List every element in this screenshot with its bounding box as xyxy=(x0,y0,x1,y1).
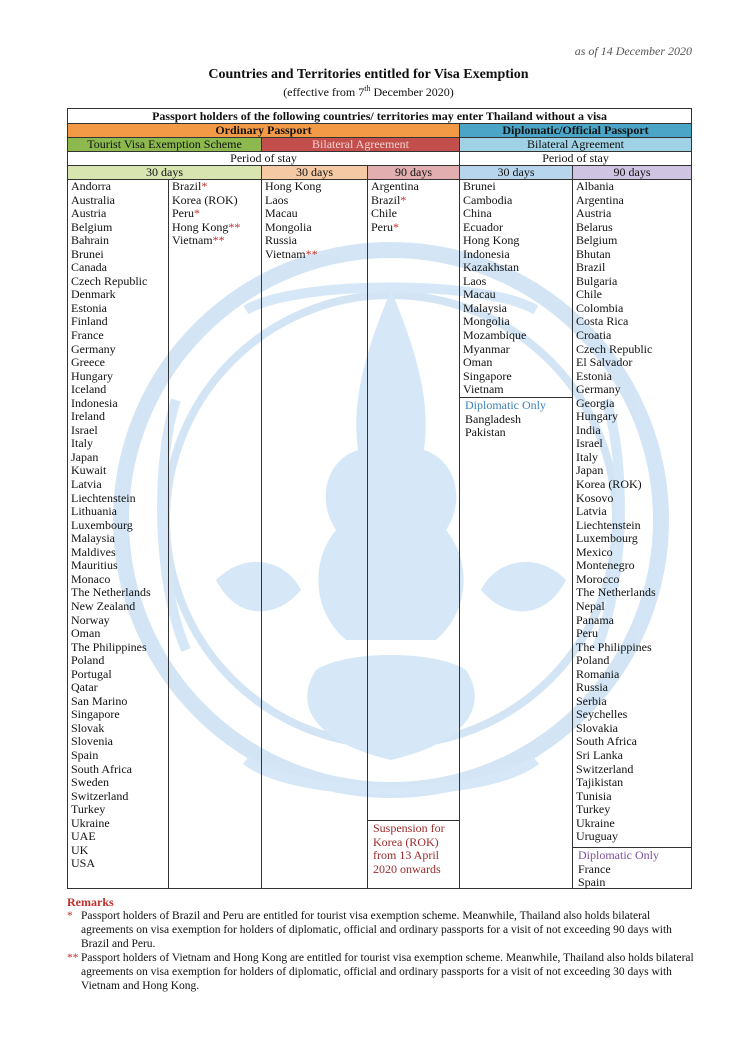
country-entry: Morocco xyxy=(576,571,620,586)
country-entry: Qatar xyxy=(71,680,98,695)
country-entry: Hungary xyxy=(71,368,113,383)
country-entry: The Netherlands xyxy=(71,585,151,600)
country-entry: Mozambique xyxy=(463,328,527,343)
country-entry: Laos xyxy=(463,273,487,288)
country-entry: Bangladesh xyxy=(465,411,521,426)
country-entry xyxy=(265,221,364,235)
country-entry: Belgium xyxy=(71,219,113,234)
country-entry xyxy=(371,180,456,194)
country-entry: Poland xyxy=(576,653,610,668)
country-entry: Estonia xyxy=(576,368,612,383)
country-name: Korea (ROK) xyxy=(172,192,238,207)
country-entry: Liechtenstein xyxy=(576,517,641,532)
ordinary-passport-header: Ordinary Passport xyxy=(68,124,460,138)
country-entry: Italy xyxy=(576,449,598,464)
country-entry: Uruguay xyxy=(576,829,618,844)
country-entry: Macau xyxy=(463,287,496,302)
dip-30-diplomatic-only xyxy=(460,397,572,440)
country-entry: Turkey xyxy=(71,802,106,817)
country-entry: Ireland xyxy=(71,409,105,424)
dip-90-diplomatic-only xyxy=(573,847,691,890)
country-entry: Greece xyxy=(71,355,105,370)
remarks-section xyxy=(67,895,697,993)
country-name: Vietnam xyxy=(172,233,213,248)
country-entry: Slovenia xyxy=(71,734,113,749)
country-entry: Israel xyxy=(71,422,98,437)
country-entry: Russia xyxy=(576,680,609,695)
country-entry: Germany xyxy=(71,341,116,356)
remarks-heading: Remarks xyxy=(67,895,114,909)
country-entry xyxy=(172,221,258,235)
country-entry: Brunei xyxy=(71,246,104,261)
remark-1-text: Passport holders of Brazil and Peru are entitled for tourist visa exemption scheme. Meanwhile, Thailand also holds bilateral agreements on visa exemption for holders of diplomatic, official and ordinary passports for a visit of not exceeding 90 days with Brazil and Peru. xyxy=(81,910,672,950)
country-entry: 2020 onwards xyxy=(373,861,441,876)
asterisk-mark: * xyxy=(400,192,407,207)
asterisk-mark: * xyxy=(201,179,208,193)
tourist-30-list-a xyxy=(68,180,169,889)
country-entry: Sri Lanka xyxy=(576,747,623,762)
country-entry: Belarus xyxy=(576,219,613,234)
country-entry: Kosovo xyxy=(576,490,614,505)
country-entry: Seychelles xyxy=(576,707,628,722)
country-entry: Vietnam xyxy=(463,382,504,397)
country-entry xyxy=(265,207,364,221)
dip-90-cell xyxy=(573,180,692,889)
country-entry: Hungary xyxy=(576,409,618,424)
country-entry: France xyxy=(578,861,611,876)
country-entry: Ukraine xyxy=(71,815,110,830)
country-entry: Colombia xyxy=(576,300,624,315)
country-entry: Kuwait xyxy=(71,463,107,478)
bilateral-90-days: 90 days xyxy=(368,166,460,180)
korea-suspension-note xyxy=(368,820,459,876)
country-entry xyxy=(265,248,364,262)
asterisk-mark: ** xyxy=(212,233,225,248)
asterisk-mark: ** xyxy=(228,219,241,234)
country-entry: Panama xyxy=(576,612,614,627)
country-entry: Sweden xyxy=(71,775,109,790)
country-entry: Ecuador xyxy=(463,219,503,234)
page-title: Countries and Territories entitled for Visa Exemption xyxy=(208,67,529,82)
country-entry: The Philippines xyxy=(576,639,652,654)
country-entry: Mongolia xyxy=(463,314,510,329)
bilateral-agreement-header: Bilateral Agreement xyxy=(262,138,460,152)
country-name: Peru xyxy=(172,206,194,221)
country-entry: India xyxy=(576,422,601,437)
country-entry: Suspension for xyxy=(373,821,445,835)
country-entry: Romania xyxy=(576,666,620,681)
country-entry xyxy=(172,180,258,194)
country-entry xyxy=(172,207,258,221)
country-entry: Tajikistan xyxy=(576,775,624,790)
country-entry: USA xyxy=(71,856,96,871)
dip-90-list xyxy=(576,180,688,844)
country-entry: South Africa xyxy=(71,761,132,776)
diplomatic-passport-header: Diplomatic/Official Passport xyxy=(460,124,692,138)
table-intro: Passport holders of the following countries/ territories may enter Thailand without a visa xyxy=(68,109,692,124)
country-entry: Austria xyxy=(71,206,107,221)
visa-exemption-table xyxy=(67,108,692,889)
country-entry: Poland xyxy=(71,653,105,668)
remark-2-mark: ** xyxy=(67,952,79,964)
country-entry: Japan xyxy=(71,449,99,464)
country-entry xyxy=(371,194,456,208)
country-entry: Malaysia xyxy=(71,531,115,546)
country-name: Laos xyxy=(265,192,289,207)
country-entry: Israel xyxy=(576,436,603,451)
bilateral-90-cell xyxy=(368,180,460,889)
remark-1 xyxy=(67,909,697,951)
country-entry: Belgium xyxy=(576,233,618,248)
country-entry: Spain xyxy=(578,875,606,890)
country-entry xyxy=(172,194,258,208)
country-entry: UK xyxy=(71,842,89,857)
country-entry: Luxembourg xyxy=(71,517,133,532)
country-name: Hong Kong xyxy=(172,219,229,234)
dip-90-days: 90 days xyxy=(573,166,692,180)
country-entry xyxy=(265,180,364,194)
dip-90-diplomatic-list xyxy=(578,863,687,890)
country-entry: UAE xyxy=(71,829,96,844)
country-entry: Denmark xyxy=(71,287,116,302)
country-name: Chile xyxy=(371,206,397,221)
country-entry: Hong Kong xyxy=(463,233,520,248)
date-note: as of 14 December 2020 xyxy=(574,44,692,58)
remark-2 xyxy=(67,951,697,993)
country-entry: Korea (ROK) xyxy=(373,834,439,849)
country-entry: Mexico xyxy=(576,544,613,559)
remark-1-mark: * xyxy=(67,910,73,922)
country-entry: New Zealand xyxy=(71,598,136,613)
country-entry: Kazakhstan xyxy=(463,260,519,275)
country-entry: Bahrain xyxy=(71,233,109,248)
tourist-scheme-header: Tourist Visa Exemption Scheme xyxy=(68,138,262,152)
period-of-stay-header: Period of stay xyxy=(68,152,460,166)
country-entry: Oman xyxy=(71,626,101,641)
bilateral-30-days: 30 days xyxy=(262,166,368,180)
country-entry: Japan xyxy=(576,463,604,478)
country-entry: Finland xyxy=(71,314,108,329)
country-entry: Malaysia xyxy=(463,300,507,315)
country-entry: France xyxy=(71,328,104,343)
country-name: Argentina xyxy=(371,179,419,193)
country-entry: Czech Republic xyxy=(71,273,148,288)
country-name: Macau xyxy=(265,206,298,221)
country-name: Russia xyxy=(265,233,298,248)
country-entry: Montenegro xyxy=(576,558,635,573)
asterisk-mark: ** xyxy=(305,246,318,261)
country-entry: The Netherlands xyxy=(576,585,656,600)
country-entry: Canada xyxy=(71,260,107,275)
country-entry: Austria xyxy=(576,206,612,221)
country-entry: Argentina xyxy=(576,192,624,207)
country-entry: Andorra xyxy=(71,179,111,193)
country-entry: Portugal xyxy=(71,666,112,681)
country-entry xyxy=(371,221,456,235)
dip-30-list xyxy=(463,180,569,397)
country-entry: Mauritius xyxy=(71,558,118,573)
country-entry: Singapore xyxy=(463,368,512,383)
country-entry: Brunei xyxy=(463,179,496,193)
dip-30-days: 30 days xyxy=(460,166,573,180)
period-of-stay-dip-header: Period of stay xyxy=(460,152,692,166)
country-entry: Serbia xyxy=(576,693,607,708)
country-entry: Myanmar xyxy=(463,341,510,356)
bilateral-agreement-dip-header: Bilateral Agreement xyxy=(460,138,692,152)
country-entry: Estonia xyxy=(71,300,107,315)
country-entry: Liechtenstein xyxy=(71,490,136,505)
diplomatic-only-label-90: Diplomatic Only xyxy=(578,848,659,862)
country-entry: Spain xyxy=(71,747,99,762)
country-entry: Cambodia xyxy=(463,192,513,207)
country-name: Vietnam xyxy=(265,246,306,261)
country-entry: Maldives xyxy=(71,544,116,559)
country-entry: Switzerland xyxy=(576,761,634,776)
country-entry xyxy=(172,234,258,248)
country-entry: Croatia xyxy=(576,328,612,343)
country-entry: Luxembourg xyxy=(576,531,638,546)
country-entry: El Salvador xyxy=(576,355,633,370)
country-entry: Tunisia xyxy=(576,788,612,803)
country-entry: Korea (ROK) xyxy=(576,477,642,492)
country-entry: Czech Republic xyxy=(576,341,653,356)
dip-30-cell xyxy=(460,180,573,889)
country-entry xyxy=(265,194,364,208)
country-name: Hong Kong xyxy=(265,179,322,193)
country-entry: Latvia xyxy=(576,504,607,519)
asterisk-mark: * xyxy=(393,219,399,234)
bilateral-90-list xyxy=(371,180,456,234)
country-name: Peru xyxy=(371,219,393,234)
country-name: Mongolia xyxy=(265,219,312,234)
remark-2-text: Passport holders of Vietnam and Hong Kong are entitled for tourist visa exemption scheme. Meanwhile, Thailand also holds bilateral agreements on visa exemption for holders of diplomatic, official and ordinary passports for a visit of not exceeding 30 days with Vietnam and Hong Kong. xyxy=(81,952,694,992)
country-entry: The Philippines xyxy=(71,639,147,654)
country-entry xyxy=(265,234,364,248)
tourist-30-list-b xyxy=(169,180,262,889)
country-entry: Norway xyxy=(71,612,110,627)
country-entry: China xyxy=(463,206,492,221)
country-entry: Italy xyxy=(71,436,93,451)
country-entry: Ukraine xyxy=(576,815,615,830)
tourist-30-days: 30 days xyxy=(68,166,262,180)
country-entry: Switzerland xyxy=(71,788,129,803)
country-entry: Pakistan xyxy=(465,425,506,440)
country-entry: Bhutan xyxy=(576,246,611,261)
country-entry: Latvia xyxy=(71,477,102,492)
page-subtitle: (effective from 7th December 2020) xyxy=(283,84,454,99)
bilateral-30-list xyxy=(262,180,368,889)
asterisk-mark: * xyxy=(194,206,200,221)
country-entry: Nepal xyxy=(576,598,605,613)
country-entry: Peru xyxy=(576,626,598,641)
country-entry: Monaco xyxy=(71,571,111,586)
country-entry: Brazil xyxy=(576,260,606,275)
country-entry: Iceland xyxy=(71,382,107,397)
country-entry: Costa Rica xyxy=(576,314,629,329)
country-entry: Oman xyxy=(463,355,493,370)
diplomatic-only-label: Diplomatic Only xyxy=(465,398,546,412)
country-name: Brazil xyxy=(371,192,401,207)
country-entry: Singapore xyxy=(71,707,120,722)
country-entry: Lithuania xyxy=(71,504,117,519)
country-entry: Georgia xyxy=(576,395,615,410)
country-entry: Slovak xyxy=(71,720,105,735)
country-entry: San Marino xyxy=(71,693,128,708)
country-entry xyxy=(371,207,456,221)
country-entry: Germany xyxy=(576,382,621,397)
country-entry: from 13 April xyxy=(373,848,439,863)
country-entry: Turkey xyxy=(576,802,611,817)
country-name: Brazil xyxy=(172,179,202,193)
country-entry: South Africa xyxy=(576,734,637,749)
country-entry: Indonesia xyxy=(71,395,118,410)
country-entry: Chile xyxy=(576,287,602,302)
country-entry: Australia xyxy=(71,192,115,207)
dip-30-diplomatic-list xyxy=(465,413,568,440)
country-entry: Slovakia xyxy=(576,720,618,735)
country-entry: Albania xyxy=(576,179,614,193)
country-entry: Bulgaria xyxy=(576,273,618,288)
country-entry: Indonesia xyxy=(463,246,510,261)
